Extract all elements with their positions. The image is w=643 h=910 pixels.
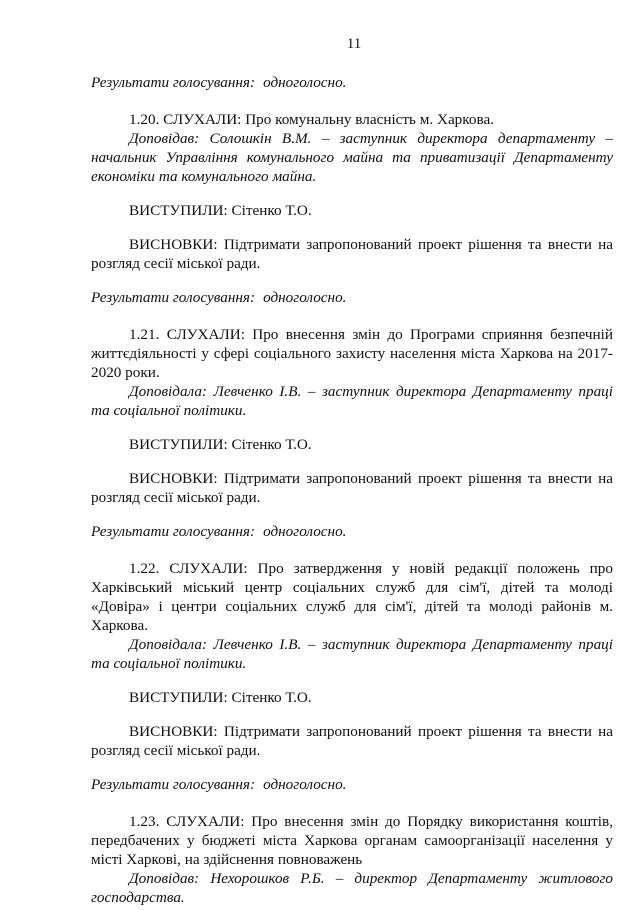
spoke-item-1-21: ВИСТУПИЛИ: Сітенко Т.О. bbox=[129, 436, 312, 453]
voting-result-label: Результати голосування: bbox=[91, 74, 256, 91]
voting-result-label: Результати голосування: bbox=[91, 523, 256, 540]
reporter-item-1-20: Доповідав: Солошкін В.М. – заступник директора департаменту – начальник Управління комунального майна та приватизації Департаменту економіки та комунального майна. bbox=[91, 130, 613, 185]
heard-item-1-23: 1.23. СЛУХАЛИ: Про внесення змін до Порядку використання коштів, передбачених у бюджеті міста Харкова органам самоорганізації населення у місті Харкові, на здійснення повноважень bbox=[91, 813, 613, 868]
heard-item-1-22: 1.22. СЛУХАЛИ: Про затвердження у новій редакції положень про Харківський міський центр соціальних служб для сім'ї, дітей та молоді «Довіра» і центри соціальних служб для сім'ї, дітей та молоді районів м. Харкова. bbox=[91, 560, 613, 634]
voting-result-value: одноголосно. bbox=[263, 523, 347, 540]
reporter-item-1-23: Доповідав: Нехорошков Р.Б. – директор Департаменту житлового господарства. bbox=[91, 870, 613, 906]
conclusion-item-1-20: ВИСНОВКИ: Підтримати запропонований проект рішення та внести на розгляд сесії міської ради. bbox=[91, 236, 613, 272]
voting-result-value: одноголосно. bbox=[263, 74, 347, 91]
reporter-item-1-21: Доповідала: Левченко І.В. – заступник директора Департаменту праці та соціальної політики. bbox=[91, 383, 613, 419]
heard-item-1-21: 1.21. СЛУХАЛИ: Про внесення змін до Програми сприяння безпечній життєдіяльності у сфері соціального захисту населення міста Харкова на 2017-2020 роки. bbox=[91, 326, 613, 381]
voting-result bbox=[91, 73, 613, 92]
reporter-item-1-22: Доповідала: Левченко І.В. – заступник директора Департаменту праці та соціальної політики. bbox=[91, 636, 613, 672]
voting-result bbox=[91, 288, 613, 307]
conclusion-item-1-21: ВИСНОВКИ: Підтримати запропонований проект рішення та внести на розгляд сесії міської ради. bbox=[91, 470, 613, 506]
voting-result-value: одноголосно. bbox=[263, 776, 347, 793]
spoke-item-1-22: ВИСТУПИЛИ: Сітенко Т.О. bbox=[129, 689, 312, 706]
voting-result-label: Результати голосування: bbox=[91, 289, 256, 306]
voting-result-label: Результати голосування: bbox=[91, 776, 256, 793]
heard-item-1-20: 1.20. СЛУХАЛИ: Про комунальну власність м. Харкова. bbox=[129, 111, 494, 128]
conclusion-item-1-22: ВИСНОВКИ: Підтримати запропонований проект рішення та внести на розгляд сесії міської ради. bbox=[91, 723, 613, 759]
page-number: 11 bbox=[346, 35, 362, 52]
spoke-item-1-20: ВИСТУПИЛИ: Сітенко Т.О. bbox=[129, 202, 312, 219]
voting-result bbox=[91, 775, 613, 794]
voting-result-value: одноголосно. bbox=[263, 289, 347, 306]
voting-result bbox=[91, 522, 613, 541]
